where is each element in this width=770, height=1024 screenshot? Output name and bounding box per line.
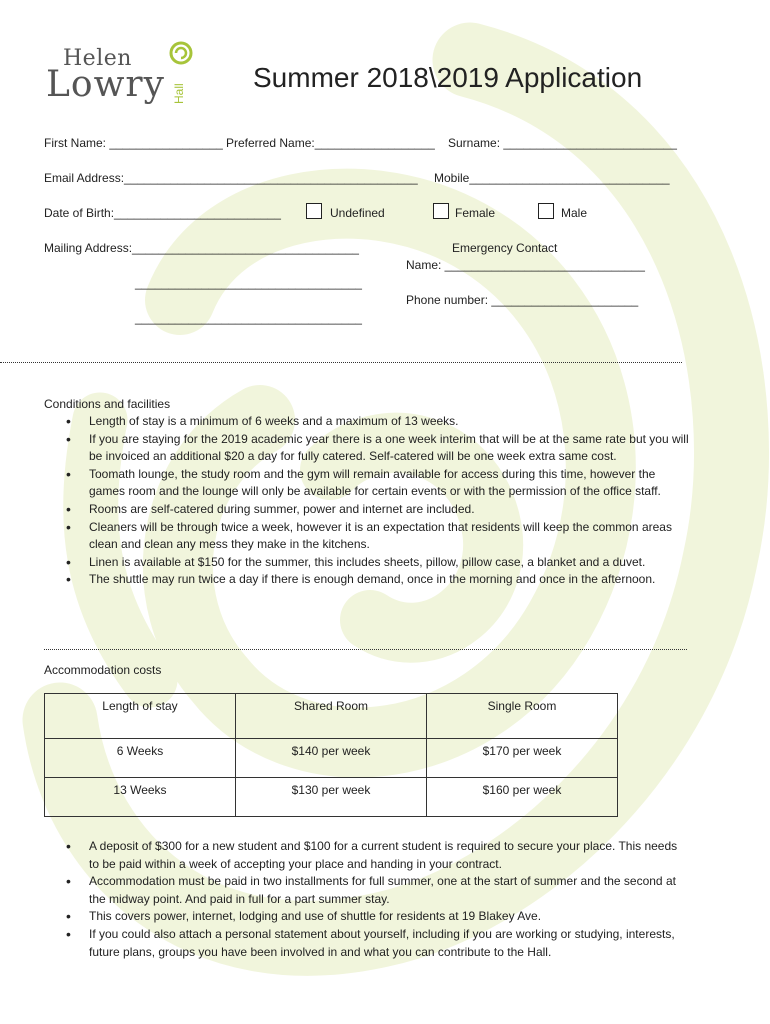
logo-swirl-icon [168, 40, 194, 66]
accommodation-costs-table [44, 693, 618, 817]
table-header-cell: Single Room [427, 694, 618, 739]
list-item-text: Rooms are self-catered during summer, power and internet are included. [89, 501, 475, 516]
mailing-address-line-2[interactable]: __________________________________ [135, 276, 362, 290]
list-item-text: This covers power, internet, lodging and use of shuttle for residents at 19 Blakey Ave. [89, 909, 542, 924]
list-item-text: Length of stay is a minimum of 6 weeks and a maximum of 13 weeks. [89, 414, 459, 428]
list-item-text: If you are staying for the 2019 academic year there is a one week interim that will be at the same rate but you will be invoiced an additional $20 a day for fully catered. Self-catered will be one week extra same cost. [89, 431, 689, 464]
list-item: • If you are staying for the 2019 academic year there is a one week interim that will be at the same rate but you will be invoiced an additional $20 a day for fully catered. Self-catered will be one week extra same cost. [66, 430, 689, 464]
logo-lowry-text: Lowry [46, 64, 165, 105]
list-item-text: Linen is available at $150 for the summer, this includes sheets, pillow, pillow case, a blanket and a duvet. [89, 554, 646, 569]
list-item: • Linen is available at $150 for the summer, this includes sheets, pillow, pillow case, a blanket and a duvet. [66, 553, 646, 570]
surname-field[interactable]: Surname: __________________________ [448, 136, 677, 150]
list-item-text: If you could also attach a personal statement about yourself, including if you are working or studying, interests, future plans, groups you have been involved in and what you can contribute to the Hall. [89, 926, 675, 959]
list-item-text: Accommodation must be paid in two installments for full summer, one at the start of summer and the second at the midway point. And paid in full for a part summer stay. [89, 874, 676, 906]
table-cell: 6 Weeks [45, 739, 236, 778]
female-label: Female [455, 206, 496, 220]
emergency-phone-field[interactable]: Phone number: ______________________ [406, 293, 639, 307]
list-item: • If you could also attach a personal statement about yourself, including if you are working or studying, interests, future plans, groups you have been involved in and what you can contribute to the Hall. [66, 925, 675, 959]
list-item: • Cleaners will be through twice a week, however it is an expectation that residents will keep the common areas clean and clean any mess they make in the kitchens. [66, 518, 672, 552]
table-cell: $160 per week [427, 778, 618, 817]
male-label: Male [561, 206, 588, 220]
mobile-field[interactable]: Mobile______________________________ [434, 171, 670, 185]
table-header-cell: Length of stay [45, 694, 236, 739]
table-row [45, 739, 618, 778]
list-item: • The shuttle may run twice a day if there is enough demand, once in the morning and once in the afternoon. [66, 571, 656, 588]
email-field[interactable]: Email Address:____________________________________________ [44, 171, 418, 185]
list-item: • Length of stay is a minimum of 6 weeks and a maximum of 13 weeks. [66, 413, 459, 429]
table-cell: $170 per week [427, 739, 618, 778]
first-name-field[interactable]: First Name: _________________ [44, 136, 223, 150]
divider [0, 362, 682, 363]
divider [44, 649, 687, 650]
accommodation-costs-heading: Accommodation costs [44, 663, 162, 677]
list-item-text: Cleaners will be through twice a week, however it is an expectation that residents will keep the common areas clean and clean any mess they make in the kitchens. [89, 519, 672, 552]
list-item-text: A deposit of $300 for a new student and $100 for a current student is required to secure your place. This needs to be paid within a week of accepting your place and handing in your contract. [89, 839, 678, 871]
table-cell: $140 per week [236, 739, 427, 778]
list-item: • This covers power, internet, lodging and use of shuttle for residents at 19 Blakey Ave. [66, 908, 542, 925]
emergency-contact-heading: Emergency Contact [452, 241, 558, 255]
table-header-cell: Shared Room [236, 694, 427, 739]
mailing-address-field[interactable]: Mailing Address:__________________________________ [44, 241, 359, 255]
female-checkbox[interactable] [433, 203, 449, 219]
page-title: Summer 2018\2019 Application [253, 62, 643, 93]
list-item: • Toomath lounge, the study room and the gym will remain available for access during this time, however the games room and the lounge will only be available for certain events or with the permission of the office staff. [66, 465, 661, 499]
preferred-name-field[interactable]: Preferred Name:__________________ [226, 136, 435, 150]
table-cell: $130 per week [236, 778, 427, 817]
logo-helen-text: Helen [63, 46, 132, 71]
table-header-row [45, 694, 618, 739]
table-cell: 13 Weeks [45, 778, 236, 817]
emergency-name-field[interactable]: Name: ______________________________ [406, 258, 645, 272]
list-item-text: Toomath lounge, the study room and the gym will remain available for access during this time, however the games room and the lounge will only be available for certain events or with the permission of the office staff. [89, 466, 661, 499]
notes-list [44, 838, 689, 961]
mailing-address-line-3[interactable]: __________________________________ [135, 311, 362, 325]
list-item-text: The shuttle may run twice a day if there is enough demand, once in the morning and once in the afternoon. [89, 572, 656, 587]
undefined-checkbox[interactable] [306, 203, 322, 219]
logo-hall-text: Hall [172, 83, 186, 104]
undefined-label: Undefined [330, 206, 385, 220]
list-item: • Accommodation must be paid in two installments for full summer, one at the start of summer and the second at the midway point. And paid in full for a part summer stay. [66, 873, 676, 906]
conditions-list [44, 413, 689, 589]
table-row [45, 778, 618, 817]
male-checkbox[interactable] [538, 203, 554, 219]
conditions-heading: Conditions and facilities [44, 397, 171, 411]
list-item: • A deposit of $300 for a new student and $100 for a current student is required to secure your place. This needs to be paid within a week of accepting your place and handing in your contract. [66, 838, 678, 871]
list-item: • Rooms are self-catered during summer, power and internet are included. [66, 500, 475, 517]
dob-field[interactable]: Date of Birth:_________________________ [44, 206, 281, 220]
